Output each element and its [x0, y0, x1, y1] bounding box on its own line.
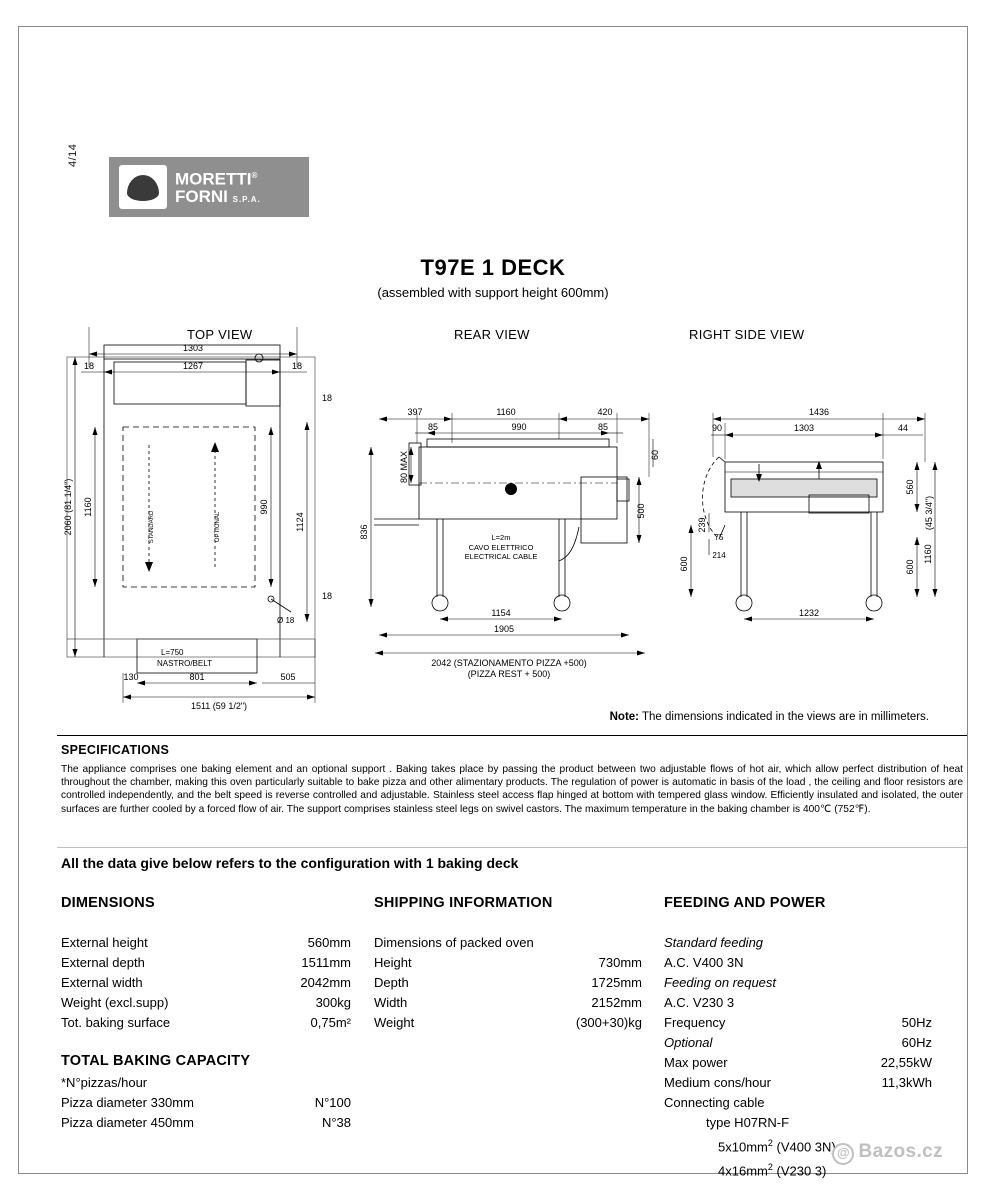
row-value: 300kg — [315, 995, 351, 1010]
logo-sub: S.P.A. — [232, 194, 261, 204]
dim-rear-836: 836 — [359, 524, 369, 540]
dim-rear-60: 60 — [650, 449, 660, 461]
table-row — [61, 1093, 351, 1113]
row-label: Standard feeding — [664, 935, 764, 950]
dim-side-1160: 1160 — [923, 544, 933, 564]
cable-spec-2-a: 4x16mm — [718, 1163, 768, 1179]
row-label: Width — [374, 995, 408, 1010]
dim-rear-990: 990 — [511, 422, 527, 432]
specifications-heading: SPECIFICATIONS — [61, 743, 170, 757]
logo-line-1: MORETTI — [175, 169, 252, 189]
row-label: Tot. baking surface — [61, 1015, 171, 1030]
logo-registered-icon: ® — [251, 171, 258, 180]
row-label: External width — [61, 975, 143, 990]
dim-rear-500: 500 — [636, 503, 646, 519]
row-value: 560mm — [307, 935, 351, 950]
row-value: 2152mm — [591, 995, 642, 1010]
dim-top-505: 505 — [280, 672, 296, 682]
cable-label-en: ELECTRICAL CABLE — [464, 552, 538, 561]
dim-top-990: 990 — [259, 499, 269, 515]
dimensions-note-label: Note: — [609, 711, 640, 723]
watermark — [832, 1141, 943, 1165]
dim-rear-1160: 1160 — [496, 407, 516, 417]
row-value: 0,75m² — [310, 1015, 351, 1030]
table-row — [61, 973, 351, 993]
row-value: 1725mm — [591, 975, 642, 990]
table-row — [664, 953, 932, 973]
row-label: Medium cons/hour — [664, 1075, 771, 1090]
row-label: External depth — [61, 955, 145, 970]
table-row — [61, 1013, 351, 1033]
cable-spec-2-sup: 2 — [767, 1162, 773, 1173]
dim-side-214: 214 — [712, 551, 726, 560]
label-standard: STANDARD — [149, 510, 155, 544]
dimensions-note-text: The dimensions indicated in the views are in millimeters. — [639, 711, 929, 723]
row-label: Max power — [664, 1055, 728, 1070]
cable-spec-1-b: (V400 3N) — [772, 1139, 836, 1155]
shipping-heading: SHIPPING INFORMATION — [374, 895, 553, 911]
dim-rear-397: 397 — [407, 407, 423, 417]
dim-rear-2042-note: (PIZZA REST + 500) — [467, 669, 551, 679]
feeding-heading: FEEDING AND POWER — [664, 895, 826, 911]
table-row — [664, 1013, 932, 1033]
row-value: 1511mm — [301, 955, 351, 970]
dim-top-diameter: Ø 18 — [277, 616, 295, 625]
shipping-intro: Dimensions of packed oven — [374, 935, 534, 950]
cable-spec-2 — [664, 1157, 836, 1181]
cable-length: L=2m — [491, 533, 511, 542]
row-value: N°38 — [321, 1115, 351, 1130]
divider-mid — [57, 847, 967, 848]
label-optional: OPTIONAL — [215, 511, 221, 543]
row-value: 2042mm — [300, 975, 351, 990]
dim-rear-2042: 2042 (STAZIONAMENTO PIZZA +500) — [431, 658, 587, 668]
row-label: Feeding on request — [664, 975, 777, 990]
table-row — [374, 993, 642, 1013]
dim-side-600a: 600 — [679, 556, 689, 572]
dim-top-130: 130 — [123, 672, 139, 682]
table-row — [374, 973, 642, 993]
dim-side-45-34: (45 3/4") — [924, 495, 934, 531]
dim-top-18d: 18 — [321, 591, 333, 601]
dim-top-18c: 18 — [321, 393, 333, 403]
divider-top — [57, 735, 967, 736]
table-row — [374, 933, 642, 953]
technical-drawings — [19, 27, 969, 727]
cable-label-it: CAVO ELETTRICO — [468, 543, 534, 552]
dim-top-1160: 1160 — [83, 497, 93, 517]
dim-side-44: 44 — [897, 423, 909, 433]
cable-type: type H07RN-F — [706, 1115, 790, 1130]
dimensions-heading: DIMENSIONS — [61, 895, 155, 911]
dimensions-table — [61, 933, 351, 1033]
dim-side-1303: 1303 — [793, 423, 815, 433]
dim-side-239: 239 — [697, 517, 707, 533]
table-row — [664, 1093, 932, 1113]
table-row — [61, 933, 351, 953]
dim-rear-420: 420 — [597, 407, 613, 417]
cable-spec-1-a: 5x10mm — [718, 1139, 768, 1155]
table-row — [664, 1053, 932, 1073]
dim-side-1436: 1436 — [808, 407, 830, 417]
capacity-subheading: *N°pizzas/hour — [61, 1075, 148, 1090]
dim-side-90: 90 — [711, 423, 723, 433]
row-label: Connecting cable — [664, 1095, 765, 1110]
table-row — [61, 953, 351, 973]
capacity-table — [61, 1073, 351, 1133]
table-row — [374, 953, 642, 973]
dim-rear-85b: 85 — [597, 422, 609, 432]
table-row — [664, 973, 932, 993]
cable-spec-2-b: (V230 3) — [772, 1163, 827, 1179]
table-row — [664, 1033, 932, 1053]
dim-side-1232: 1232 — [798, 608, 820, 618]
connecting-cable-details — [664, 1113, 836, 1182]
table-row — [374, 1013, 642, 1033]
watermark-text: Bazos.cz — [858, 1141, 943, 1162]
dim-rear-85a: 85 — [427, 422, 439, 432]
dim-top-1303: 1303 — [182, 343, 204, 353]
row-value: 730mm — [598, 955, 642, 970]
row-value: 22,55kW — [880, 1055, 932, 1070]
view-label-top: TOP VIEW — [187, 327, 253, 342]
dim-top-1267: 1267 — [182, 361, 204, 371]
page-subtitle: (assembled with support height 600mm) — [377, 285, 609, 300]
table-row — [61, 1073, 351, 1093]
table-row — [664, 933, 932, 953]
row-label: Height — [374, 955, 412, 970]
dim-rear-80max: 80 MAX — [399, 450, 409, 484]
feeding-table — [664, 933, 932, 1113]
dim-top-1511: 1511 (59 1/2") — [190, 701, 248, 711]
cable-spec-1-sup: 2 — [767, 1138, 773, 1148]
row-value: 50Hz — [901, 1015, 932, 1030]
row-label: Weight — [374, 1015, 415, 1030]
page-number: 4/14 — [67, 143, 79, 167]
belt-length: L=750 — [161, 648, 184, 657]
dim-rear-1154: 1154 — [491, 608, 511, 618]
page-title: T97E 1 DECK — [420, 255, 566, 280]
table-row — [61, 993, 351, 1013]
belt-label: NASTRO/BELT — [157, 659, 212, 668]
cable-spec-1 — [664, 1133, 836, 1157]
watermark-at-icon: @ — [832, 1143, 854, 1165]
dim-side-75: 75 — [714, 533, 724, 542]
table-row — [664, 1073, 932, 1093]
row-label: Pizza diameter 450mm — [61, 1115, 194, 1130]
dim-top-18b: 18 — [291, 361, 303, 371]
table-row — [664, 993, 932, 1013]
dim-top-1124: 1124 — [295, 512, 305, 532]
row-label: Pizza diameter 330mm — [61, 1095, 194, 1110]
row-label: Weight (excl.supp) — [61, 995, 169, 1010]
specifications-body: The appliance comprises one baking element and an optional support . Baking takes place by passing the product between two adjustable flows of hot air, which allow perfect distribution of heat throughout the chamber, making this oven particularly suitable to bake pizza and other alimentary products. The regulation of power is automatic in basis of the load , the ceiling and floor resistors are controlled independently, and the belt speed is reverse controlled and adjustable. Stainless steel access flap hinged at bottom with tempered glass window. Efficiently insulated and isolated, the outer surfaces are further cooled by a forced flow of air. The support comprises stainless steel legs on swivel castors. The maximum temperature in the baking chamber is 400℃ (752℉). — [61, 764, 963, 815]
row-label: A.C. V230 3 — [664, 995, 735, 1010]
logo-line-2: FORNI — [175, 186, 228, 206]
dim-side-560: 560 — [905, 479, 915, 495]
row-label: External height — [61, 935, 148, 950]
view-label-side: RIGHT SIDE VIEW — [689, 327, 805, 342]
row-value: 11,3kWh — [881, 1075, 932, 1090]
row-value: N°100 — [314, 1095, 351, 1110]
shipping-table — [374, 933, 642, 1033]
view-label-rear: REAR VIEW — [454, 327, 530, 342]
row-value: 60Hz — [901, 1035, 932, 1050]
dim-side-600b: 600 — [905, 559, 915, 575]
dim-top-801: 801 — [189, 672, 205, 682]
all-data-note: All the data give below refers to the configuration with 1 baking deck — [61, 855, 519, 871]
document-sheet — [18, 26, 968, 1179]
dim-rear-1905: 1905 — [493, 624, 515, 634]
table-row — [61, 1113, 351, 1133]
dim-top-2060: 2060 (81 1/4") — [63, 478, 73, 536]
row-value: (300+30)kg — [575, 1015, 642, 1030]
capacity-heading: TOTAL BAKING CAPACITY — [61, 1053, 251, 1069]
row-label: A.C. V400 3N — [664, 955, 744, 970]
dim-top-18a: 18 — [83, 361, 95, 371]
row-label: Frequency — [664, 1015, 726, 1030]
dimensions-note — [610, 711, 929, 723]
row-label: Optional — [664, 1035, 713, 1050]
row-label: Depth — [374, 975, 409, 990]
